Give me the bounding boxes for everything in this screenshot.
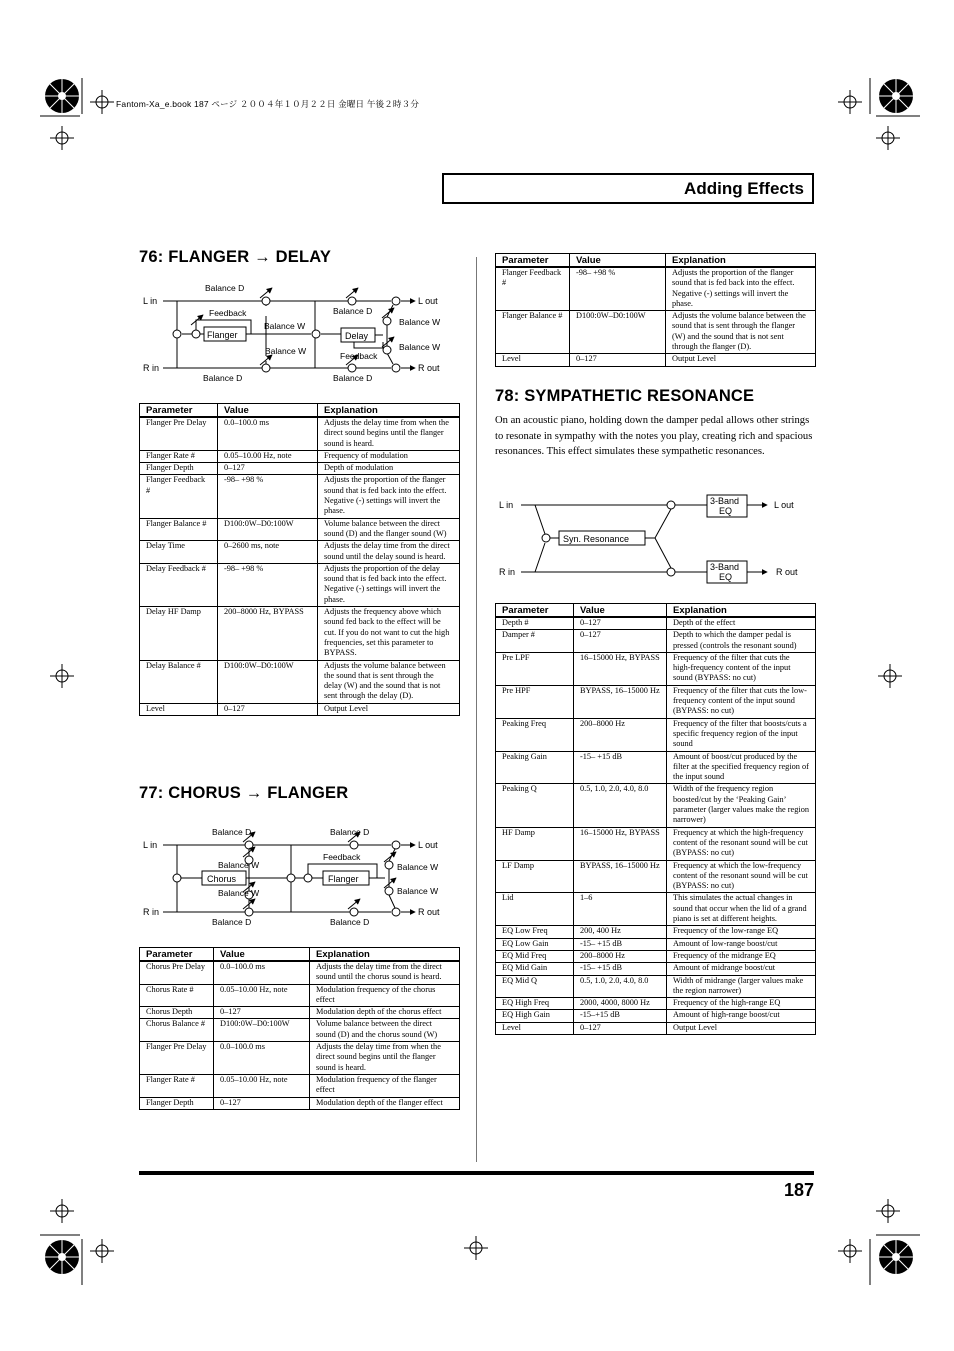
- explanation-cell: Depth of the effect: [667, 617, 816, 630]
- param-cell: Chorus Rate #: [140, 984, 214, 1007]
- table-row: [496, 938, 816, 950]
- explanation-cell: Adjusts the proportion of the flanger sound that is fed back into the effect. Negative (-) settings will invert the phase.: [666, 267, 816, 311]
- explanation-cell: Width of midrange (larger values make the region narrower): [667, 975, 816, 998]
- file-info: Fantom-Xa_e.book 187 ページ ２００４年１０月２２日 金曜日 午後２時３分: [116, 99, 420, 109]
- balance-w-label: Balance W: [399, 342, 441, 352]
- param-cell: Delay Time: [140, 541, 218, 564]
- param-cell: Flanger Balance #: [140, 518, 218, 541]
- param-cell: EQ Mid Q: [496, 975, 574, 998]
- value-cell: 200–8000 Hz, BYPASS: [218, 607, 318, 660]
- eq-block-label: 3-Band: [710, 496, 740, 506]
- table-row: [140, 961, 460, 984]
- param-cell: Flanger Pre Delay: [140, 417, 218, 450]
- param-cell: Delay Feedback #: [140, 563, 218, 606]
- table-row: [496, 354, 816, 366]
- explanation-cell: Amount of midrange boost/cut: [667, 963, 816, 975]
- chorus-block-label: Chorus: [207, 874, 237, 884]
- balance-d-label: Balance D: [333, 306, 373, 316]
- param-cell: Flanger Rate #: [140, 450, 218, 462]
- explanation-cell: Depth of modulation: [318, 463, 460, 475]
- r-out-label: R out: [418, 363, 440, 373]
- explanation-cell: Frequency of the filter that boosts/cuts a specific frequency region of the input sound: [667, 718, 816, 751]
- registration-mark-bottom-left: [40, 1195, 160, 1295]
- explanation-cell: Volume balance between the direct sound (D) and the flanger sound (W): [318, 518, 460, 541]
- feedback-label: Feedback: [323, 852, 361, 862]
- explanation-cell: Frequency of the high-range EQ: [667, 998, 816, 1010]
- delay-block-label: Delay: [345, 331, 369, 341]
- value-cell: 200, 400 Hz: [574, 926, 667, 938]
- chorus-flanger-table: [139, 947, 460, 1110]
- value-cell: D100:0W–D0:100W: [570, 311, 666, 354]
- explanation-cell: Frequency of the low-range EQ: [667, 926, 816, 938]
- registration-mark-bottom-center: [462, 1234, 492, 1264]
- column-header-value: Value: [570, 254, 666, 268]
- table-row: [496, 926, 816, 938]
- explanation-cell: Frequency at which the high-frequency content of the resonant sound will be cut (BYPASS: no cut): [667, 827, 816, 860]
- explanation-cell: Adjusts the volume balance between the sound that is sent through the delay (W) and the sound that is not sent through the delay (D).: [318, 660, 460, 703]
- explanation-cell: Amount of boost/cut produced by the filter at the specified frequency region of the input sound: [667, 751, 816, 784]
- balance-d-label: Balance D: [333, 373, 373, 383]
- value-cell: 0–127: [218, 703, 318, 715]
- explanation-cell: Output Level: [666, 354, 816, 366]
- table-row: [496, 267, 816, 311]
- table-row: [140, 450, 460, 462]
- value-cell: 0.05–10.00 Hz, note: [214, 984, 310, 1007]
- table-row: [496, 718, 816, 751]
- explanation-cell: Adjusts the frequency above which sound fed back to the effect will be cut. If you do not want to cut the high frequencies, set this parameter to BYPASS.: [318, 607, 460, 660]
- intro-paragraph: On an acoustic piano, holding down the damper pedal allows other strings to resonate in sympathy with the notes you play, creating rich and spacious resonances. This effect simulates these sympathetic resonances.: [495, 415, 813, 458]
- sympathetic-resonance-table: [495, 603, 816, 1035]
- explanation-cell: Adjusts the delay time from the direct sound until the delay sound is heard.: [318, 541, 460, 564]
- value-cell: 0–2600 ms, note: [218, 541, 318, 564]
- table-row: [140, 1097, 460, 1109]
- param-cell: Level: [496, 354, 570, 366]
- chorus-flanger-diagram: [139, 822, 459, 932]
- param-cell: Damper #: [496, 630, 574, 653]
- value-cell: 0.5, 1.0, 2.0, 4.0, 8.0: [574, 975, 667, 998]
- table-row: [140, 541, 460, 564]
- value-cell: 0–127: [218, 463, 318, 475]
- column-header-parameter: Parameter: [140, 948, 214, 962]
- r-out-label: R out: [418, 907, 440, 917]
- explanation-cell: Modulation depth of the flanger effect: [310, 1097, 460, 1109]
- param-cell: LF Damp: [496, 860, 574, 893]
- param-cell: HF Damp: [496, 827, 574, 860]
- page-number: 187: [783, 1180, 814, 1200]
- balance-d-label: Balance D: [330, 827, 370, 837]
- value-cell: -98– +98 %: [218, 563, 318, 606]
- explanation-cell: Modulation frequency of the chorus effect: [310, 984, 460, 1007]
- registration-mark-middle-left: [48, 664, 78, 694]
- column-header-explanation: Explanation: [310, 948, 460, 962]
- value-cell: 1–6: [574, 893, 667, 926]
- param-cell: Flanger Feedback #: [496, 267, 570, 311]
- column-header-parameter: Parameter: [496, 604, 574, 618]
- value-cell: 0.0–100.0 ms: [214, 1042, 310, 1075]
- param-cell: Chorus Balance #: [140, 1019, 214, 1042]
- table-row: [140, 607, 460, 660]
- explanation-cell: Output Level: [667, 1022, 816, 1034]
- value-cell: 0.05–10.00 Hz, note: [214, 1074, 310, 1097]
- balance-d-label: Balance D: [212, 827, 252, 837]
- param-cell: EQ Mid Gain: [496, 963, 574, 975]
- column-header-explanation: Explanation: [666, 254, 816, 268]
- table-row: [140, 463, 460, 475]
- value-cell: -15– +15 dB: [574, 938, 667, 950]
- param-cell: Level: [496, 1022, 574, 1034]
- value-cell: -98– +98 %: [570, 267, 666, 311]
- explanation-cell: Modulation depth of the chorus effect: [310, 1007, 460, 1019]
- param-cell: EQ Mid Freq: [496, 950, 574, 962]
- table-row: [496, 950, 816, 962]
- value-cell: 2000, 4000, 8000 Hz: [574, 998, 667, 1010]
- table-row: [496, 617, 816, 630]
- balance-w-label: Balance W: [397, 886, 439, 896]
- table-row: [140, 1042, 460, 1075]
- table-row: [496, 685, 816, 718]
- value-cell: -98– +98 %: [218, 475, 318, 518]
- value-cell: 200–8000 Hz: [574, 950, 667, 962]
- param-cell: Flanger Depth: [140, 1097, 214, 1109]
- value-cell: 0–127: [570, 354, 666, 366]
- param-cell: Flanger Balance #: [496, 311, 570, 354]
- balance-w-label: Balance W: [264, 321, 306, 331]
- footer-rule: [139, 1171, 814, 1175]
- balance-d-label: Balance D: [330, 917, 370, 927]
- registration-mark-middle-right: [876, 664, 906, 694]
- column-header-explanation: Explanation: [318, 404, 460, 418]
- explanation-cell: Frequency of the filter that cuts the low-frequency content of the input sound (BYPASS: no cut): [667, 685, 816, 718]
- header-title: Adding Effects: [684, 179, 804, 198]
- param-cell: Pre HPF: [496, 685, 574, 718]
- table-row: [496, 311, 816, 354]
- param-cell: EQ High Freq: [496, 998, 574, 1010]
- column-header-value: Value: [218, 404, 318, 418]
- explanation-cell: Depth to which the damper pedal is pressed (controls the resonant sound): [667, 630, 816, 653]
- flanger-block-label: Flanger: [328, 874, 359, 884]
- l-in-label: L in: [499, 500, 514, 510]
- value-cell: D100:0W–D0:100W: [218, 660, 318, 703]
- param-cell: Delay Balance #: [140, 660, 218, 703]
- registration-mark-top-right: [820, 78, 920, 168]
- table-row: [140, 703, 460, 715]
- explanation-cell: Adjusts the volume balance between the sound that is sent through the flanger (W) and the sound that is not sent through the flanger (D).: [666, 311, 816, 354]
- explanation-cell: Adjusts the delay time from the direct sound until the chorus sound is heard.: [310, 961, 460, 984]
- table-row: [140, 660, 460, 703]
- param-cell: EQ Low Gain: [496, 938, 574, 950]
- chorus-flanger-continued-table: [495, 253, 816, 367]
- r-in-label: R in: [143, 907, 160, 917]
- table-row: [140, 1007, 460, 1019]
- value-cell: -15–+15 dB: [574, 1010, 667, 1022]
- table-row: [496, 860, 816, 893]
- balance-w-label: Balance W: [399, 317, 441, 327]
- explanation-cell: Volume balance between the direct sound (D) and the chorus sound (W): [310, 1019, 460, 1042]
- l-out-label: L out: [774, 500, 794, 510]
- l-out-label: L out: [418, 296, 438, 306]
- registration-mark-top-left: [40, 78, 160, 198]
- sympathetic-resonance-diagram: [495, 488, 815, 588]
- param-cell: EQ Low Freq: [496, 926, 574, 938]
- balance-w-label: Balance W: [397, 862, 439, 872]
- param-cell: Flanger Rate #: [140, 1074, 214, 1097]
- value-cell: D100:0W–D0:100W: [218, 518, 318, 541]
- value-cell: -15– +15 dB: [574, 751, 667, 784]
- explanation-cell: Frequency of modulation: [318, 450, 460, 462]
- param-cell: Delay HF Damp: [140, 607, 218, 660]
- explanation-cell: Amount of low-range boost/cut: [667, 938, 816, 950]
- table-row: [496, 975, 816, 998]
- param-cell: Peaking Freq: [496, 718, 574, 751]
- table-row: [496, 1010, 816, 1022]
- table-row: [140, 475, 460, 518]
- column-header-explanation: Explanation: [667, 604, 816, 618]
- header-box: [442, 173, 814, 204]
- table-row: [496, 652, 816, 685]
- table-row: [496, 751, 816, 784]
- value-cell: 0–127: [214, 1097, 310, 1109]
- registration-mark-bottom-right: [820, 1195, 920, 1295]
- table-row: [496, 784, 816, 827]
- table-row: [496, 1022, 816, 1034]
- table-row: [140, 563, 460, 606]
- r-out-label: R out: [776, 567, 798, 577]
- column-divider: [476, 257, 477, 1162]
- value-cell: 0.05–10.00 Hz, note: [218, 450, 318, 462]
- r-in-label: R in: [499, 567, 516, 577]
- param-cell: Chorus Depth: [140, 1007, 214, 1019]
- balance-w-label: Balance W: [265, 346, 307, 356]
- value-cell: 0–127: [214, 1007, 310, 1019]
- explanation-cell: Adjusts the delay time from when the direct sound begins until the flanger sound is heard.: [318, 417, 460, 450]
- param-cell: Flanger Depth: [140, 463, 218, 475]
- explanation-cell: Width of the frequency region boosted/cut by the ‘Peaking Gain’ parameter (larger values make the region narrower): [667, 784, 816, 827]
- table-row: [140, 984, 460, 1007]
- section-title-78: 78: SYMPATHETIC RESONANCE: [495, 387, 755, 405]
- value-cell: 0–127: [574, 1022, 667, 1034]
- column-header-parameter: Parameter: [496, 254, 570, 268]
- explanation-cell: Frequency of the filter that cuts the high-frequency content of the input sound (BYPASS: no cut): [667, 652, 816, 685]
- explanation-cell: Adjusts the proportion of the delay sound that is fed back into the effect. Negative (-) settings will invert the phase.: [318, 563, 460, 606]
- explanation-cell: Frequency of the midrange EQ: [667, 950, 816, 962]
- table-row: [496, 998, 816, 1010]
- eq-block-label: EQ: [719, 572, 733, 582]
- balance-d-label: Balance D: [205, 283, 245, 293]
- r-in-label: R in: [143, 363, 160, 373]
- table-row: [496, 827, 816, 860]
- l-out-label: L out: [418, 840, 438, 850]
- explanation-cell: Modulation frequency of the flanger effect: [310, 1074, 460, 1097]
- flanger-delay-diagram: [139, 280, 459, 390]
- value-cell: 0.5, 1.0, 2.0, 4.0, 8.0: [574, 784, 667, 827]
- param-cell: Level: [140, 703, 218, 715]
- value-cell: 200–8000 Hz: [574, 718, 667, 751]
- balance-d-label: Balance D: [203, 373, 243, 383]
- param-cell: EQ High Gain: [496, 1010, 574, 1022]
- value-cell: 0.0–100.0 ms: [218, 417, 318, 450]
- param-cell: Peaking Q: [496, 784, 574, 827]
- section-title-76: 76: FLANGER → DELAY: [139, 248, 332, 266]
- explanation-cell: Output Level: [318, 703, 460, 715]
- table-row: [496, 893, 816, 926]
- param-cell: Flanger Pre Delay: [140, 1042, 214, 1075]
- feedback-label: Feedback: [209, 308, 247, 318]
- table-row: [496, 963, 816, 975]
- explanation-cell: Adjusts the proportion of the flanger sound that is fed back into the effect. Negative (-) settings will invert the phase.: [318, 475, 460, 518]
- section-title-77: 77: CHORUS → FLANGER: [139, 784, 349, 802]
- value-cell: D100:0W–D0:100W: [214, 1019, 310, 1042]
- table-row: [140, 1074, 460, 1097]
- param-cell: Peaking Gain: [496, 751, 574, 784]
- table-row: [140, 417, 460, 450]
- value-cell: -15– +15 dB: [574, 963, 667, 975]
- column-header-value: Value: [214, 948, 310, 962]
- eq-block-label: EQ: [719, 506, 733, 516]
- flanger-block-label: Flanger: [207, 330, 238, 340]
- param-cell: Flanger Feedback #: [140, 475, 218, 518]
- param-cell: Pre LPF: [496, 652, 574, 685]
- value-cell: 16–15000 Hz, BYPASS: [574, 652, 667, 685]
- flanger-delay-table: [139, 403, 460, 716]
- param-cell: Chorus Pre Delay: [140, 961, 214, 984]
- table-row: [140, 1019, 460, 1042]
- balance-d-label: Balance D: [212, 917, 252, 927]
- balance-w-label: Balance W: [218, 888, 260, 898]
- balance-w-label: Balance W: [218, 860, 260, 870]
- syn-resonance-block-label: Syn. Resonance: [563, 534, 630, 544]
- table-row: [140, 518, 460, 541]
- param-cell: Depth #: [496, 617, 574, 630]
- value-cell: 0–127: [574, 630, 667, 653]
- value-cell: BYPASS, 16–15000 Hz: [574, 685, 667, 718]
- column-header-value: Value: [574, 604, 667, 618]
- value-cell: 0–127: [574, 617, 667, 630]
- table-row: [496, 630, 816, 653]
- explanation-cell: Amount of high-range boost/cut: [667, 1010, 816, 1022]
- column-header-parameter: Parameter: [140, 404, 218, 418]
- l-in-label: L in: [143, 840, 158, 850]
- param-cell: Lid: [496, 893, 574, 926]
- feedback-label: Feedback: [340, 351, 378, 361]
- explanation-cell: Adjusts the delay time from when the direct sound begins until the flanger sound is heard.: [310, 1042, 460, 1075]
- value-cell: BYPASS, 16–15000 Hz: [574, 860, 667, 893]
- eq-block-label: 3-Band: [710, 562, 740, 572]
- l-in-label: L in: [143, 296, 158, 306]
- value-cell: 16–15000 Hz, BYPASS: [574, 827, 667, 860]
- explanation-cell: This simulates the actual changes in sound that occur when the lid of a grand piano is set at different heights.: [667, 893, 816, 926]
- explanation-cell: Frequency at which the low-frequency content of the resonant sound will be cut (BYPASS: no cut): [667, 860, 816, 893]
- value-cell: 0.0–100.0 ms: [214, 961, 310, 984]
